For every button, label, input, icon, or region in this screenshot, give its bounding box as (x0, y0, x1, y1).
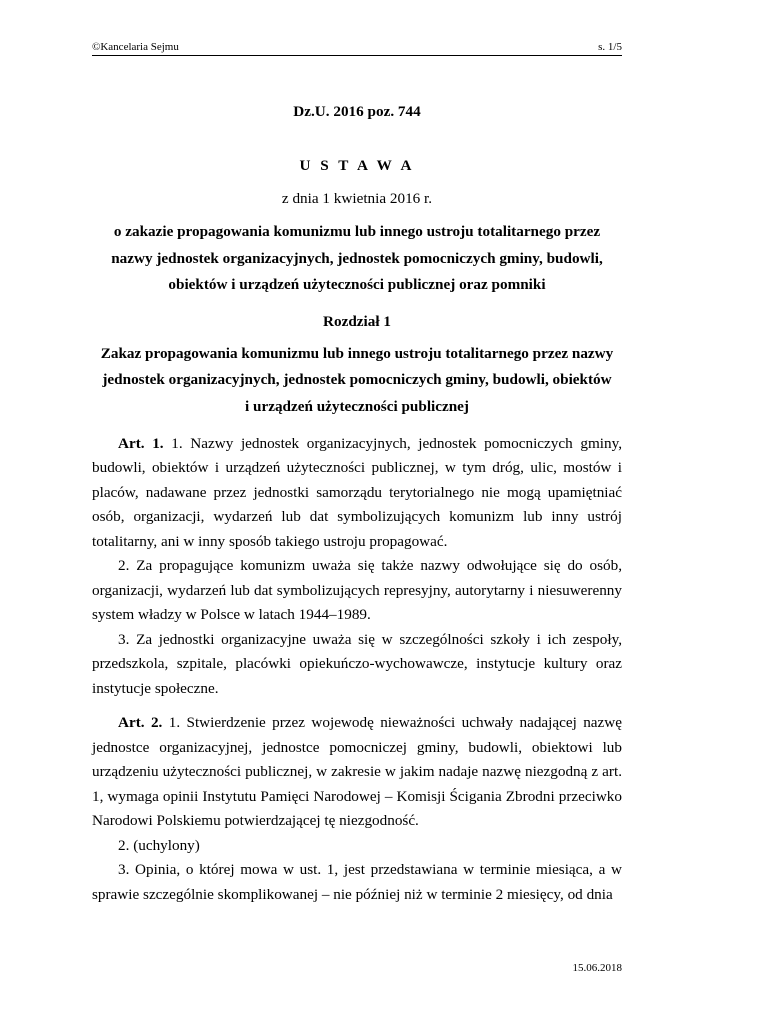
paragraph-text: 3. Za jednostki organizacyjne uważa się w szczególności szkoły i ich zespoły, przedszkola, szpitale, placówki opiekuńczo-wychowawcze, instytucje kultury oraz instytucje społeczne. (92, 630, 622, 697)
act-title-line: o zakazie propagowania komunizmu lub innego ustroju totalitarnego przez (113, 223, 601, 240)
article-2-paragraph-2 (92, 834, 622, 859)
paragraph-text: 1. Stwierdzenie przez wojewodę nieważności uchwały nadającej nazwę jednostce organizacyjnej, jednostce pomocniczej gminy, budowli, obiektowi lub urządzeniu użyteczności publicznej, w zakresie w jakim nadaje nazwę niezgodną z art. 1, wymaga opinii Instytutu Pamięci Narodowej – Komisji Ścigania Zbrodni przeciwko Narodowi Polskiemu potwierdzającej tę niezgodność. (92, 714, 622, 830)
paragraph-text: 2. Za propagujące komunizm uważa się także nazwy odwołujące się do osób, organizacji, wydarzeń lub dat symbolizujących represyjny, autorytarny i niesuwerenny system władzy w Polsce w latach 1944–1989. (92, 557, 622, 624)
chapter-title-line: Zakaz propagowania komunizmu lub innego ustroju totalitarnego przez nazwy (100, 344, 614, 362)
article-2-paragraph-1 (92, 711, 622, 834)
paragraph-text: 3. Opinia, o której mowa w ust. 1, jest przedstawiana w terminie miesiąca, a w sprawie szczególnie skomplikowanej – nie później niż w terminie 2 miesięcy, od dnia (92, 861, 622, 903)
chapter-title-line: i urządzeń użyteczności publicznej (245, 397, 469, 415)
article-1-paragraph-1 (92, 432, 622, 555)
act-title-line: obiektów i urządzeń użyteczności publicznej oraz pomniki (168, 276, 546, 294)
chapter-title (92, 341, 622, 421)
page-footer-date: 15.06.2018 (572, 962, 622, 974)
article-label: Art. 1. (118, 434, 164, 452)
paragraph-text: 2. (uchylony) (118, 836, 200, 854)
act-type: U S T A W A (299, 157, 415, 174)
act-title-line: nazwy jednostek organizacyjnych, jednostek pomocniczych gminy, budowli, (111, 249, 603, 267)
act-title (92, 219, 622, 299)
page-header (92, 41, 622, 56)
article-2-paragraph-3 (92, 858, 622, 907)
act-date: z dnia 1 kwietnia 2016 r. (281, 190, 433, 207)
journal-position: Dz.U. 2016 poz. 744 (293, 103, 421, 120)
chapter-heading: Rozdział 1 (323, 312, 391, 330)
article-label: Art. 2. (118, 714, 163, 732)
header-publisher: ©Kancelaria Sejmu (92, 41, 179, 53)
article-1-paragraph-3 (92, 628, 622, 702)
article-1-paragraph-2 (92, 554, 622, 628)
header-page-number: s. 1/5 (598, 41, 622, 53)
document-body (92, 99, 622, 907)
chapter-title-line: jednostek organizacyjnych, jednostek pomocniczych gminy, budowli, obiektów (102, 371, 612, 389)
paragraph-text: 1. Nazwy jednostek organizacyjnych, jednostek pomocniczych gminy, budowli, obiektów i urządzeń użyteczności publicznej, w tym dróg, ulic, mostów i placów, nadawane przez jednostki samorządu terytorialnego nie mogą upamiętniać osób, organizacji, wydarzeń lub dat symbolizujących komunizm lub inny ustrój totalitarny, ani w inny sposób takiego ustroju propagować. (92, 434, 622, 550)
